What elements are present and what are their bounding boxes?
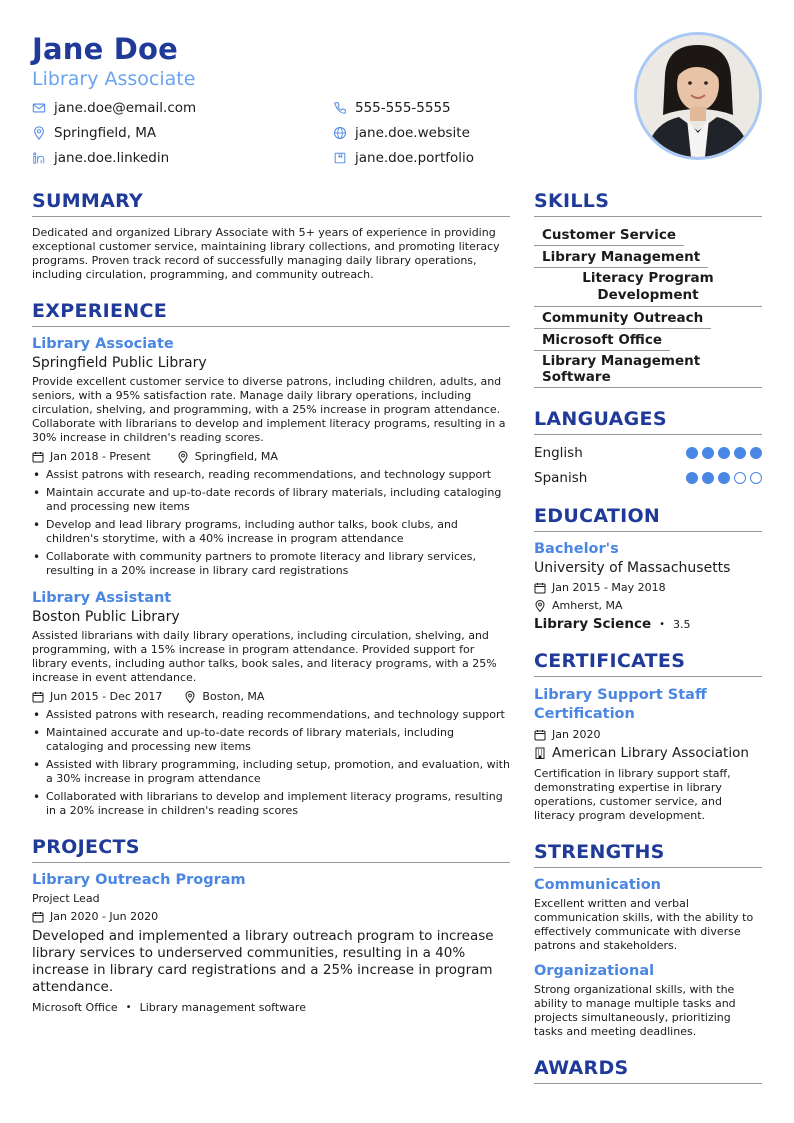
certificate-entry — [534, 686, 762, 823]
contact-phone[interactable]: 555-555-5555 — [333, 100, 451, 116]
strength-entry — [534, 877, 762, 953]
certificate-issuer-row — [534, 745, 762, 761]
job-dates: Jan 2018 - Present — [50, 450, 151, 463]
job-bullets — [32, 708, 510, 818]
projects-heading: PROJECTS — [32, 836, 510, 863]
education-gpa: 3.5 — [673, 617, 691, 631]
education-field: Library Science — [534, 616, 652, 632]
location-pin-icon — [184, 691, 196, 703]
certificate-name: Library Support Staff Certification — [534, 687, 707, 722]
summary-text: Dedicated and organized Library Associate with 5+ years of experience in providing exceptional customer service, maintaining library collections, and promoting literacy programs. Proven track record of successfully managing daily library operations, including circulation, programming, and community outreach. — [32, 226, 500, 281]
list-item: • Maintained accurate and up-to-date records of library materials, including cataloging and processing new items — [32, 726, 510, 754]
list-item: • Assist patrons with research, reading recommendations, and technology support — [32, 468, 510, 482]
job-title: Library Associate — [32, 336, 174, 352]
profile-photo-frame — [634, 32, 762, 160]
level-dot-filled — [734, 447, 746, 459]
job-entry — [32, 590, 510, 818]
mail-icon — [32, 101, 46, 115]
level-dot-filled — [686, 447, 698, 459]
languages-list — [534, 440, 762, 490]
list-item: • Develop and lead library programs, including author talks, book clubs, and children's storytime, with a 40% increase in program attendance — [32, 518, 510, 546]
skill-tag: Literacy Program Development — [534, 268, 762, 307]
strength-description: Excellent written and verbal communication skills, with the ability to effectively communicate with diverse patrons and stakeholders. — [534, 897, 754, 952]
strength-description: Strong organizational skills, with the ability to manage multiple tasks and projects simultaneously, prioritizing tasks and meeting deadlines. — [534, 983, 736, 1038]
skills-heading: SKILLS — [534, 190, 762, 217]
level-dot-empty — [750, 472, 762, 484]
profile-photo — [637, 35, 759, 157]
job-bullets — [32, 468, 510, 578]
language-name: Spanish — [534, 469, 588, 486]
degree: Bachelor's — [534, 541, 619, 557]
skill-tag: Library Management Software — [534, 351, 762, 388]
skill-tag: Microsoft Office — [534, 330, 670, 351]
level-dot-empty — [734, 472, 746, 484]
building-icon — [534, 747, 546, 759]
awards-heading: AWARDS — [534, 1057, 762, 1084]
job-company: Springfield Public Library — [32, 355, 207, 371]
project-description: Developed and implemented a library outreach program to increase library services to underserved communities, resulting in a 40% increase in library card registrations and a 25% increase in program attendance. — [32, 928, 494, 995]
strengths-heading: STRENGTHS — [534, 841, 762, 868]
calendar-icon — [32, 451, 44, 463]
language-row — [534, 465, 762, 490]
contact-website[interactable]: jane.doe.website — [333, 125, 470, 141]
language-level-dots — [686, 472, 762, 484]
linkedin-icon — [32, 151, 46, 165]
strength-entry — [534, 963, 762, 1039]
job-title: Library Assistant — [32, 590, 172, 606]
project-entry — [32, 872, 510, 1014]
skill-tag: Library Management — [534, 247, 708, 268]
job-entry — [32, 336, 510, 578]
education-heading: EDUCATION — [534, 505, 762, 532]
education-location-row — [534, 599, 762, 612]
education-dates-row — [534, 581, 762, 594]
project-dates: Jan 2020 - Jun 2020 — [50, 910, 159, 923]
list-item: • Assisted patrons with research, reading recommendations, and technology support — [32, 708, 510, 722]
education-location: Amherst, MA — [552, 599, 623, 612]
job-location: Springfield, MA — [194, 450, 278, 463]
job-location: Boston, MA — [202, 690, 265, 703]
certificates-heading: CERTIFICATES — [534, 650, 762, 677]
level-dot-filled — [718, 447, 730, 459]
list-item: • Maintain accurate and up-to-date records of library materials, including cataloging and processing new items — [32, 486, 510, 514]
project-meta — [32, 910, 510, 923]
certificate-date-row — [534, 728, 762, 741]
project-role: Project Lead — [32, 892, 100, 905]
list-item: • Collaborate with community partners to promote literacy and library services, resulting in a 20% increase in library card registrations — [32, 550, 510, 578]
level-dot-filled — [750, 447, 762, 459]
level-dot-filled — [702, 472, 714, 484]
portfolio-icon — [333, 151, 347, 165]
candidate-name: Jane Doe — [32, 32, 179, 66]
level-dot-filled — [702, 447, 714, 459]
globe-icon — [333, 126, 347, 140]
location-pin-icon — [32, 126, 46, 140]
job-description: Provide excellent customer service to diverse patrons, including children, adults, and seniors, with a 95% satisfaction rate. Manage daily library operations, including circulation, shelving, and programming, with a 25% increase in program attendance. Collaborate with librarians to develop and implement literacy programs, resulting in a 30% increase in children's reading scores. — [32, 375, 506, 444]
contact-email[interactable]: jane.doe@email.com — [32, 100, 196, 116]
calendar-icon — [534, 729, 546, 741]
language-row — [534, 440, 762, 465]
languages-heading: LANGUAGES — [534, 408, 762, 435]
summary-heading: SUMMARY — [32, 190, 510, 217]
job-meta — [32, 450, 510, 463]
certificate-date: Jan 2020 — [552, 728, 601, 741]
location-pin-icon — [177, 451, 189, 463]
job-description: Assisted librarians with daily library operations, including circulation, shelving, and programming, with a 15% increase in program attendance. Provided support for library events, including author talks, book sales, and literacy programs, with a 25% increase in event attendance. — [32, 629, 497, 684]
project-title: Library Outreach Program — [32, 872, 246, 888]
language-name: English — [534, 444, 583, 461]
tool-tag: Library management software — [139, 1001, 306, 1014]
calendar-icon — [534, 582, 546, 594]
level-dot-filled — [686, 472, 698, 484]
education-field-row — [534, 616, 762, 632]
tool-tag: Microsoft Office — [32, 1001, 118, 1014]
project-tools — [32, 1001, 510, 1014]
level-dot-filled — [718, 472, 730, 484]
education-entry — [534, 541, 762, 632]
list-item: • Assisted with library programming, including setup, promotion, and evaluation, with a 30% increase in program attendance — [32, 758, 510, 786]
language-level-dots — [686, 447, 762, 459]
strength-name: Communication — [534, 877, 662, 893]
school-name: University of Massachusetts — [534, 560, 731, 576]
certificate-issuer: American Library Association — [552, 745, 749, 761]
separator-dot: • — [125, 1002, 132, 1013]
location-pin-icon — [534, 600, 546, 612]
separator-dot: • — [659, 618, 666, 630]
job-dates: Jun 2015 - Dec 2017 — [50, 690, 163, 703]
job-meta — [32, 690, 510, 703]
phone-icon — [333, 101, 347, 115]
list-item: • Collaborated with librarians to develop and implement literacy programs, resulting in a 20% increase in children's reading scores — [32, 790, 510, 818]
education-dates: Jan 2015 - May 2018 — [552, 581, 666, 594]
experience-heading: EXPERIENCE — [32, 300, 510, 327]
right-column — [534, 190, 762, 1084]
skill-tag: Customer Service — [534, 225, 684, 246]
contact-linkedin[interactable]: jane.doe.linkedin — [32, 150, 169, 166]
left-column — [32, 190, 510, 1014]
contact-location: Springfield, MA — [32, 125, 156, 141]
candidate-role: Library Associate — [32, 68, 196, 90]
calendar-icon — [32, 911, 44, 923]
certificate-description: Certification in library support staff, demonstrating expertise in library operations, customer service, and literacy program development. — [534, 767, 731, 822]
skill-tag: Community Outreach — [534, 308, 711, 329]
contact-portfolio[interactable]: jane.doe.portfolio — [333, 150, 474, 166]
skills-list — [534, 224, 762, 388]
calendar-icon — [32, 691, 44, 703]
job-company: Boston Public Library — [32, 609, 180, 625]
strength-name: Organizational — [534, 963, 655, 979]
